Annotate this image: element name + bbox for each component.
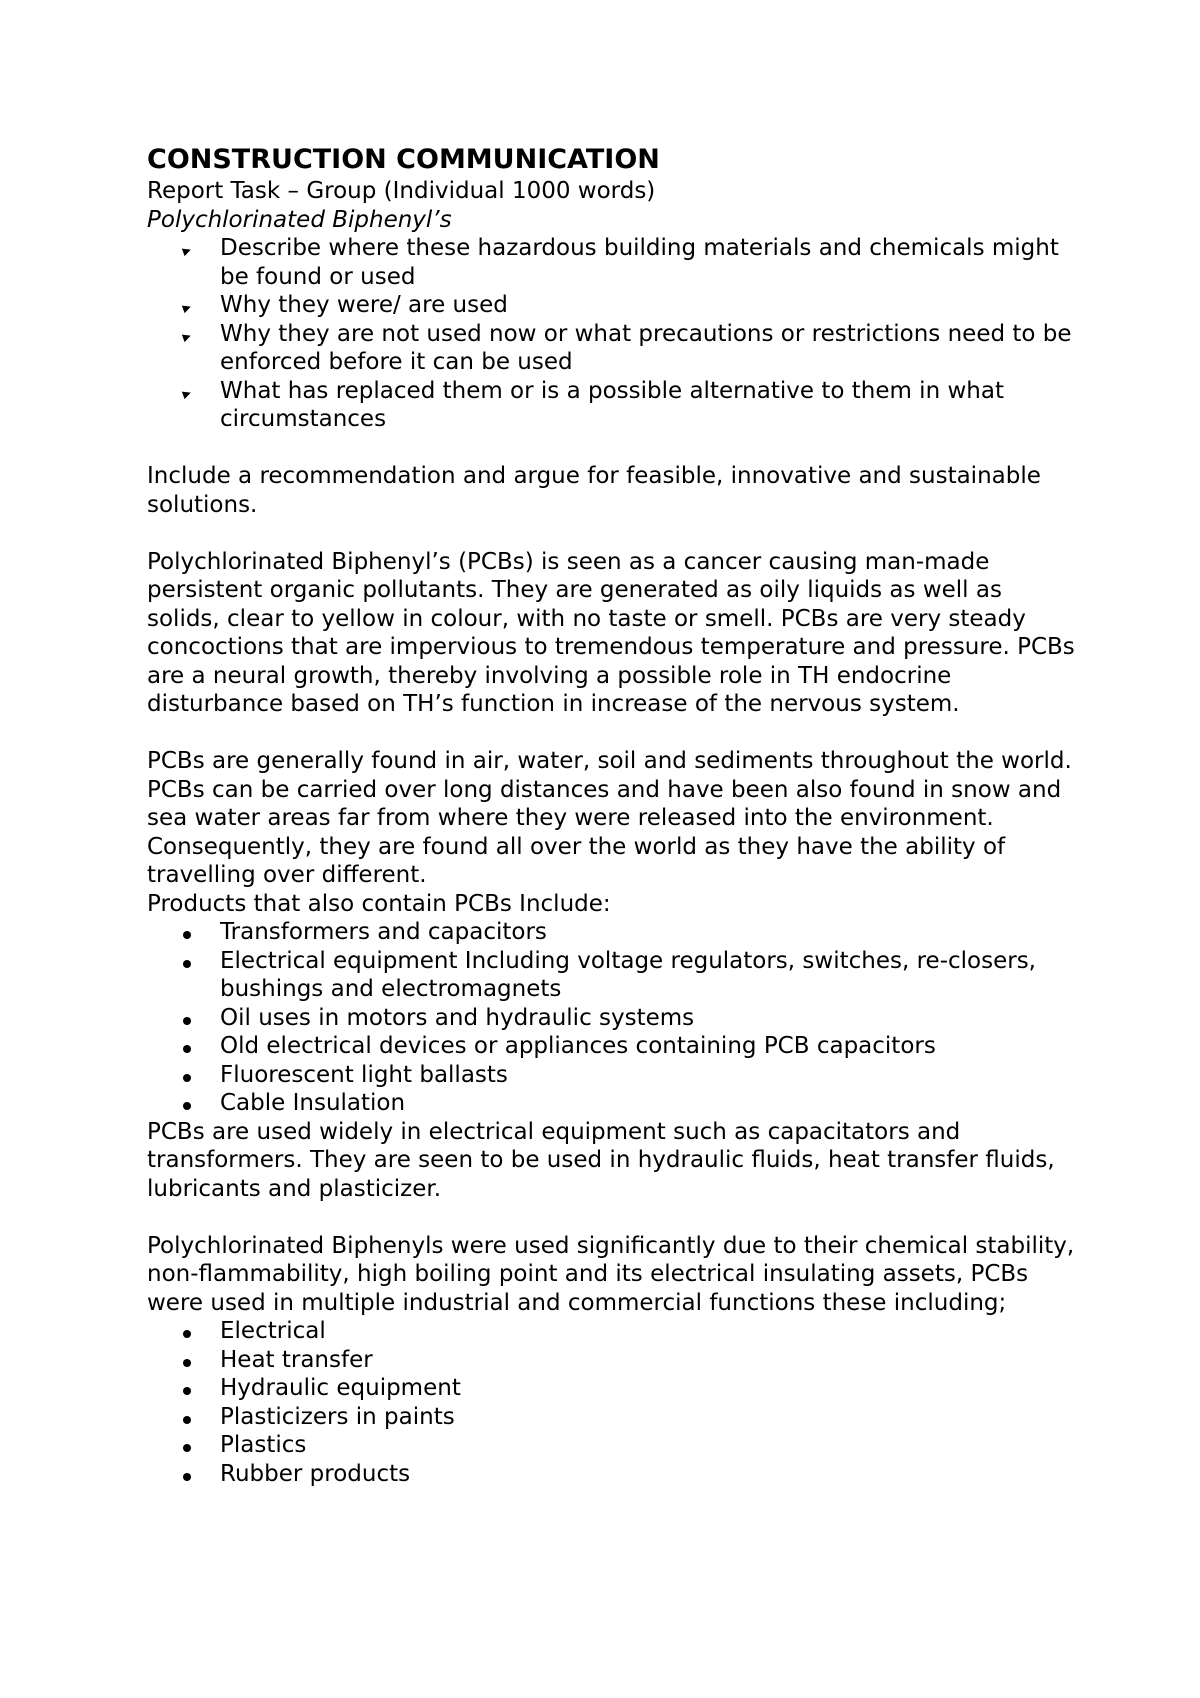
list-item: What has replaced them or is a possible alternative to them in what circumstances: [147, 377, 1080, 434]
arrow-bullet-icon: [182, 331, 192, 341]
list-item: Describe where these hazardous building materials and chemicals might be found or used: [147, 234, 1080, 291]
report-task-line: Report Task – Group (Individual 1000 words): [147, 178, 656, 204]
found-paragraph: PCBs are generally found in air, water, soil and sediments throughout the world. PCBs can be carried over long distances and have been also found in snow and sea water areas far from where they were released into the environment. Consequently, they are found all over the world as they have the ability of travelling over different.: [147, 748, 1072, 888]
list-item: Old electrical devices or appliances containing PCB capacitors: [147, 1032, 1080, 1061]
list-item: Electrical: [147, 1317, 1080, 1346]
dot-bullet-icon: [183, 1473, 191, 1481]
dot-bullet-icon: [183, 1102, 191, 1110]
topic-heading: Polychlorinated Biphenyl’s: [147, 206, 452, 233]
reasons-paragraph: Polychlorinated Biphenyls were used significantly due to their chemical stability, non-flammability, high boiling point and its electrical insulating assets, PCBs were used in multiple industrial and commercial functions these including;: [147, 1232, 1075, 1316]
list-item: Cable Insulation: [147, 1089, 1080, 1118]
list-item: Transformers and capacitors: [147, 918, 1080, 947]
uses-list: [147, 1317, 1080, 1488]
list-item: Why they are not used now or what precautions or restrictions need to be enforced before it can be used: [147, 320, 1080, 377]
list-item: Plastics: [147, 1431, 1080, 1460]
task-points-list: [147, 234, 1080, 434]
intro-paragraph: Polychlorinated Biphenyl’s (PCBs) is seen as a cancer causing man-made persistent organic pollutants. They are generated as oily liquids as well as solids, clear to yellow in colour, with no taste or smell. PCBs are very steady concoctions that are impervious to tremendous temperature and pressure. PCBs are a neural growth, thereby involving a possible role in TH endocrine disturbance based on TH’s function in increase of the nervous system.: [147, 548, 1075, 717]
dot-bullet-icon: [183, 931, 191, 939]
list-item: Why they were/ are used: [147, 291, 1080, 320]
dot-bullet-icon: [183, 1444, 191, 1452]
document-title: CONSTRUCTION COMMUNICATION: [147, 144, 660, 175]
used-paragraph: PCBs are used widely in electrical equipment such as capacitators and transformers. They are seen to be used in hydraulic fluids, heat transfer fluids, lubricants and plasticizer.: [147, 1118, 1055, 1202]
list-item: Oil uses in motors and hydraulic systems: [147, 1004, 1080, 1033]
arrow-bullet-icon: [182, 246, 192, 256]
dot-bullet-icon: [183, 1387, 191, 1395]
list-item: Plasticizers in paints: [147, 1403, 1080, 1432]
products-intro: Products that also contain PCBs Include:: [147, 890, 611, 917]
dot-bullet-icon: [183, 960, 191, 968]
list-item: Fluorescent light ballasts: [147, 1061, 1080, 1090]
arrow-bullet-icon: [182, 388, 192, 398]
products-list: [147, 918, 1080, 1118]
dot-bullet-icon: [183, 1074, 191, 1082]
dot-bullet-icon: [183, 1416, 191, 1424]
list-item: Heat transfer: [147, 1346, 1080, 1375]
recommendation-paragraph: Include a recommendation and argue for feasible, innovative and sustainable solutions.: [147, 463, 1041, 518]
dot-bullet-icon: [183, 1017, 191, 1025]
list-item: Hydraulic equipment: [147, 1374, 1080, 1403]
dot-bullet-icon: [183, 1359, 191, 1367]
list-item: Electrical equipment Including voltage regulators, switches, re-closers, bushings and electromagnets: [147, 947, 1080, 1004]
dot-bullet-icon: [183, 1330, 191, 1338]
list-item: Rubber products: [147, 1460, 1080, 1489]
dot-bullet-icon: [183, 1045, 191, 1053]
arrow-bullet-icon: [182, 303, 192, 313]
